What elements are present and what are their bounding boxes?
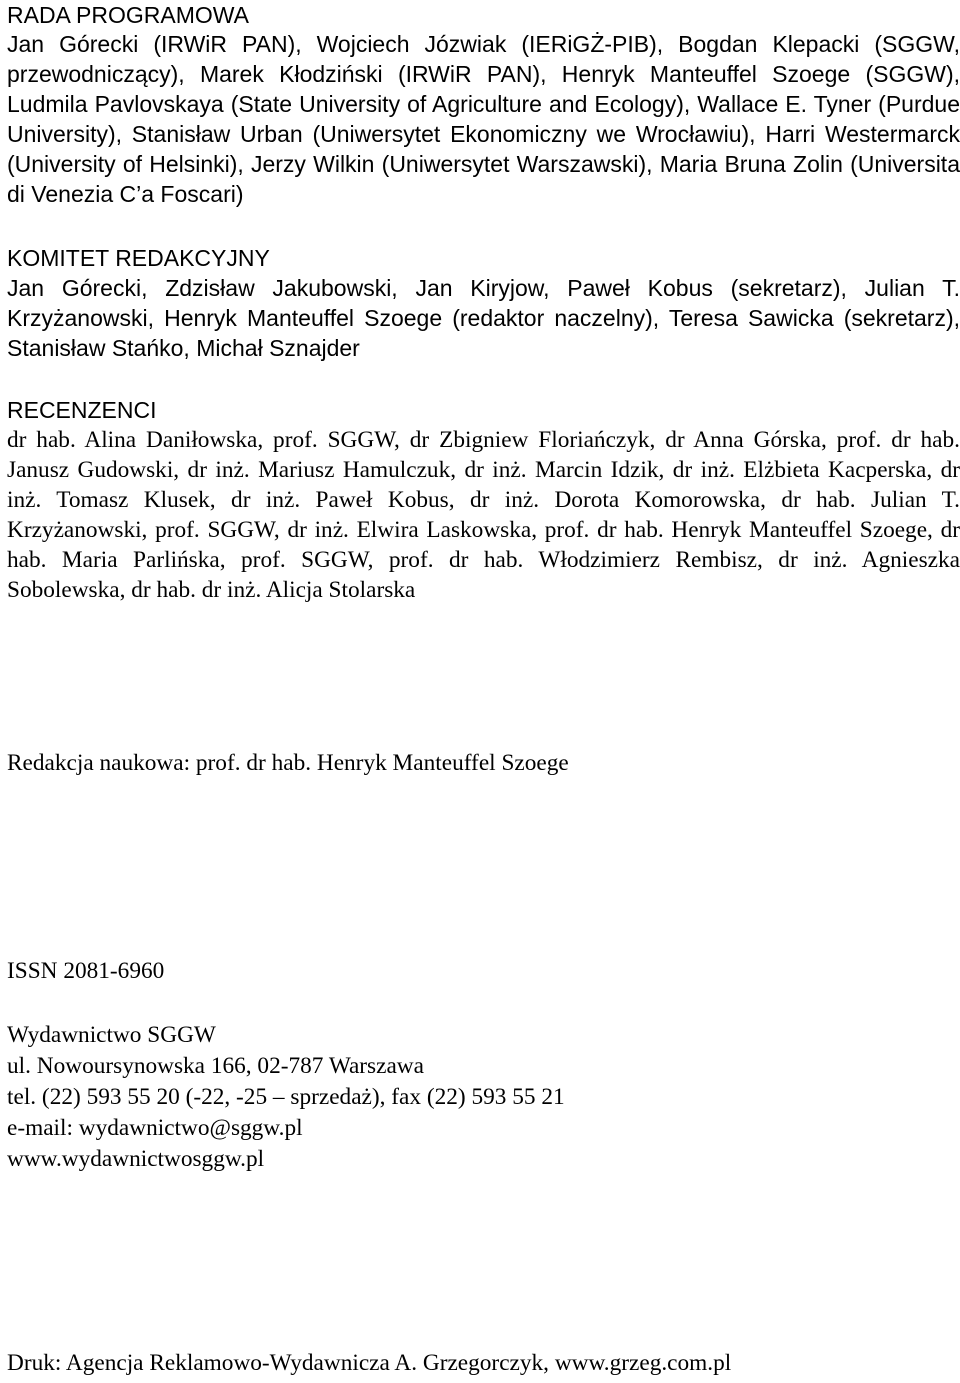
publisher-name: Wydawnictwo SGGW <box>7 1022 216 1048</box>
document-page <box>7 0 960 1383</box>
printer-info: Druk: Agencja Reklamowo-Wydawnicza A. Grzegorczyk, www.grzeg.com.pl <box>7 1350 732 1376</box>
issn-number: ISSN 2081-6960 <box>7 958 165 984</box>
publisher-address: ul. Nowoursynowska 166, 02-787 Warszawa <box>7 1053 424 1079</box>
editorial-committee-heading: KOMITET REDAKCYJNY <box>7 245 270 271</box>
scientific-editor: Redakcja naukowa: prof. dr hab. Henryk Manteuffel Szoege <box>7 750 569 776</box>
editorial-committee-members: Jan Górecki, Zdzisław Jakubowski, Jan Kiryjow, Paweł Kobus (sekretarz), Julian T. Krzyżanowski, Henryk Manteuffel Szoege (redaktor naczelny), Teresa Sawicka (sekretarz), Stanisław Stańko, Michał Sznajder <box>7 275 960 362</box>
publisher-website: www.wydawnictwosggw.pl <box>7 1146 265 1172</box>
reviewers-list: dr hab. Alina Daniłowska, prof. SGGW, dr Zbigniew Floriańczyk, dr Anna Górska, prof. dr hab. Janusz Gudowski, dr inż. Mariusz Hamulczuk, dr inż. Marcin Idzik, dr inż. Elżbieta Kacperska, dr inż. Tomasz Klusek, dr inż. Paweł Kobus, dr inż. Dorota Komorowska, dr hab. Julian T. Krzyżanowski, prof. SGGW, dr inż. Elwira Laskowska, prof. dr hab. Henryk Manteuffel Szoege, dr hab. Maria Parlińska, prof. SGGW, prof. dr hab. Włodzimierz Rembisz, dr inż. Agnieszka Sobolewska, dr hab. dr inż. Alicja Stolarska <box>7 427 960 604</box>
program-council-members: Jan Górecki (IRWiR PAN), Wojciech Józwiak (IERiGŻ-PIB), Bogdan Klepacki (SGGW, przewodniczący), Marek Kłodziński (IRWiR PAN), Henryk Manteuffel Szoege (SGGW), Ludmila Pavlovskaya (State University of Agriculture and Ecology), Wallace E. Tyner (Purdue University), Stanisław Urban (Uniwersytet Ekonomiczny we Wrocławiu), Harri Westermarck (University of Helsinki), Jerzy Wilkin (Uniwersytet Warszawski), Maria Bruna Zolin (Universita di Venezia C’a Foscari) <box>7 31 960 208</box>
program-council-heading: RADA PROGRAMOWA <box>7 2 249 28</box>
reviewers-heading: RECENZENCI <box>7 397 157 423</box>
publisher-phone-fax: tel. (22) 593 55 20 (-22, -25 – sprzedaż), fax (22) 593 55 21 <box>7 1084 565 1110</box>
publisher-email: e-mail: wydawnictwo@sggw.pl <box>7 1115 303 1141</box>
